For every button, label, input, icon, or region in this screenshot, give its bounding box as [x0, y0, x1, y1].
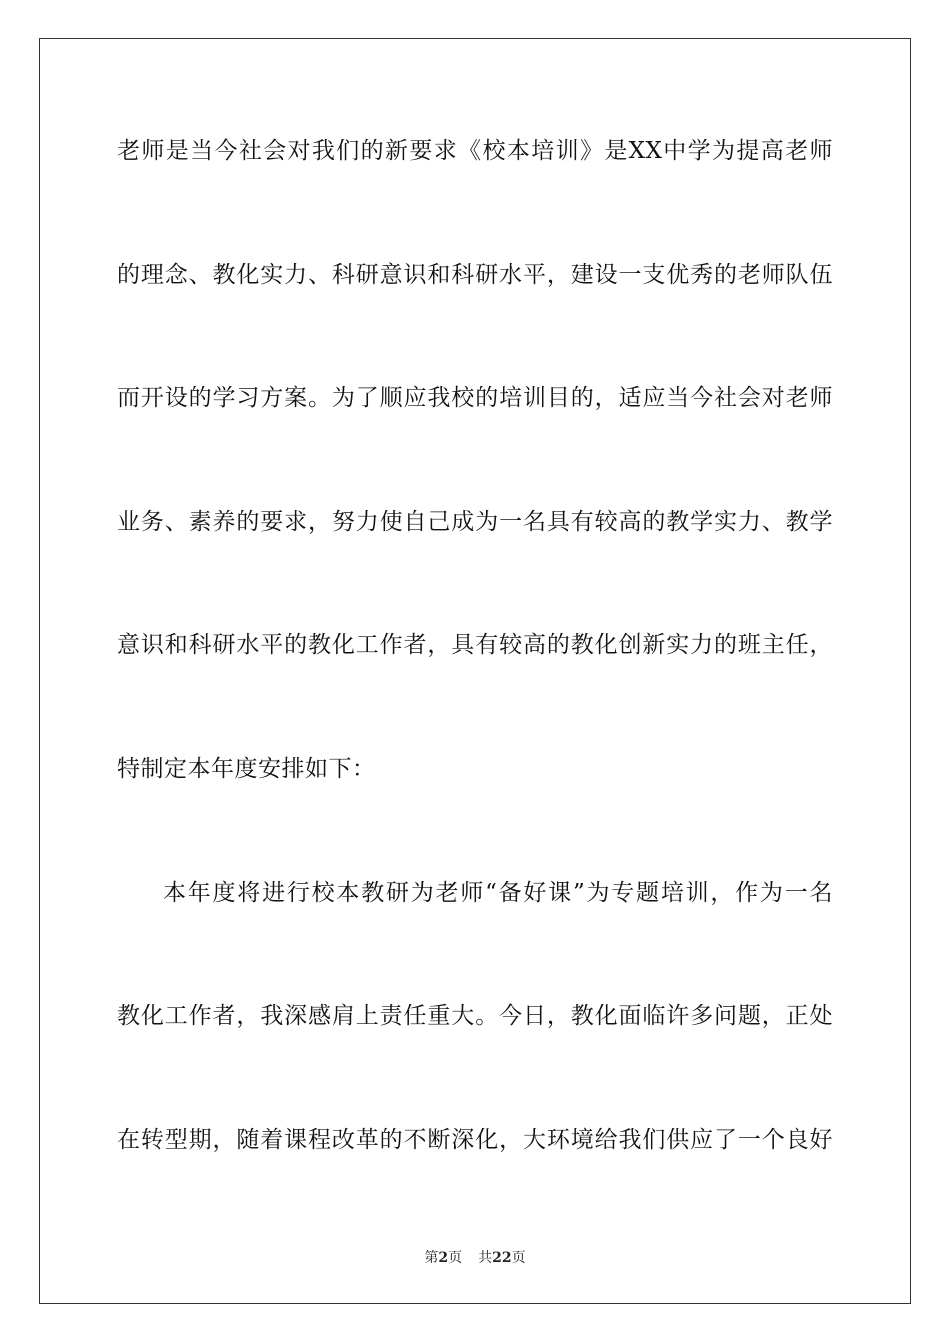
paragraph-line: 的理念、教化实力、科研意识和科研水平，建设一支优秀的老师队伍 [117, 262, 833, 288]
paragraph-line: 而开设的学习方案。为了顺应我校的培训目的，适应当今社会对老师 [117, 385, 833, 411]
total-label-suffix: 页 [511, 1250, 526, 1266]
paragraph-line: 老师是当今社会对我们的新要求《校本培训》是XX中学为提高老师 [117, 138, 833, 164]
paragraph-line: 教化工作者，我深感肩上责任重大。今日，教化面临许多问题，正处 [117, 1003, 833, 1029]
paragraph-line: 意识和科研水平的教化工作者，具有较高的教化创新实力的班主任， [117, 632, 833, 658]
paragraph-line: 在转型期，随着课程改革的不断深化，大环境给我们供应了一个良好 [117, 1127, 833, 1153]
total-label-prefix: 共 [478, 1250, 493, 1266]
page-number: 2 [438, 1250, 449, 1266]
page-border [39, 38, 911, 1304]
page-label-suffix: 页 [448, 1250, 463, 1266]
page-label-prefix: 第 [424, 1250, 439, 1266]
total-pages: 22 [492, 1250, 512, 1266]
paragraph-line: 特制定本年度安排如下： [117, 756, 376, 782]
paragraph-line: 本年度将进行校本教研为老师“备好课”为专题培训，作为一名 [163, 880, 833, 906]
paragraph-line: 业务、素养的要求，努力使自己成为一名具有较高的教学实力、教学 [117, 509, 833, 535]
page-footer [0, 1248, 950, 1268]
